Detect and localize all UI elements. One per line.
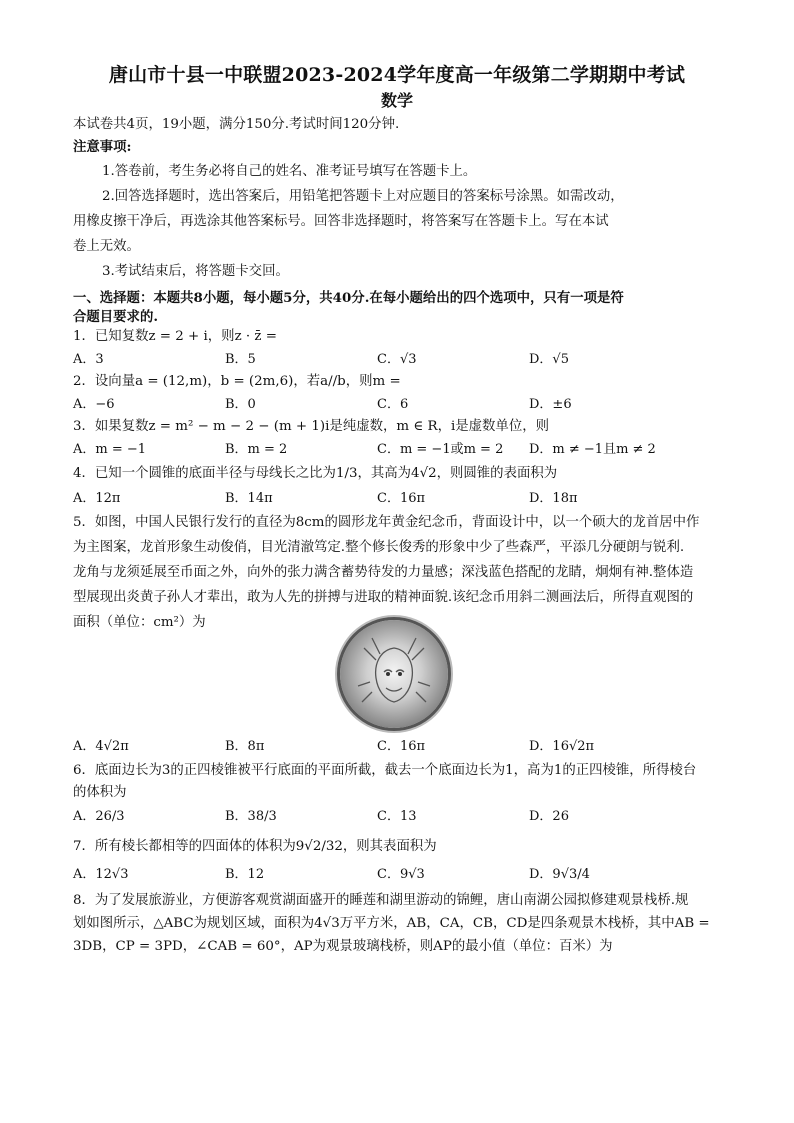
question-7-option-b: B．12 [225, 867, 265, 882]
question-8-stem: 3DB，CP = 3PD，∠CAB = 60°，AP为观景玻璃栈桥，则AP的最小值（单位：百米）为 [73, 939, 613, 954]
question-2-option-c: C．6 [377, 397, 409, 412]
question-1-option-c: C．√3 [377, 352, 417, 367]
question-5-stem: 为主图案，龙首形象生动俊俏，目光清澈笃定.整个修长俊秀的形象中少了些森严，平添几分硬朗与锐利. [73, 540, 685, 555]
question-7-option-a: A．12√3 [73, 867, 129, 882]
notice-item: 用橡皮擦干净后，再选涂其他答案标号。回答非选择题时，将答案写在答题卡上。写在本试 [73, 214, 609, 229]
exam-title: 唐山市十县一中联盟2023-2024学年度高一年级第二学期期中考试 [108, 64, 686, 86]
question-2-option-b: B．0 [225, 397, 256, 412]
question-4-option-a: A．12π [73, 491, 121, 506]
question-5-stem: 型展现出炎黄子孙人才辈出，敢为人先的拼搏与进取的精神面貌.该纪念币用斜二测画法后，所得直观图的 [73, 590, 694, 605]
question-6-stem: 6．底面边长为3的正四棱锥被平行底面的平面所截，截去一个底面边长为1，高为1的正四棱锥，所得棱台 [73, 763, 697, 778]
question-3-option-d: D．m ≠ −1且m ≠ 2 [529, 442, 656, 457]
dragon-head-icon [340, 620, 448, 728]
question-1-option-d: D．√5 [529, 352, 569, 367]
dragon-coin-image [340, 620, 448, 728]
notice-item: 3.考试结束后，将答题卡交回。 [102, 264, 289, 279]
question-1-option-b: B．5 [225, 352, 256, 367]
question-3-option-a: A．m = −1 [73, 442, 147, 457]
question-2-option-a: A．−6 [73, 397, 115, 412]
question-7-option-c: C．9√3 [377, 867, 425, 882]
question-7-option-d: D．9√3/4 [529, 867, 590, 882]
question-5-option-d: D．16√2π [529, 739, 595, 754]
notice-item: 1.答卷前，考生务必将自己的姓名、准考证号填写在答题卡上。 [102, 164, 477, 179]
question-5-option-a: A．4√2π [73, 739, 129, 754]
question-3-stem: 3．如果复数z = m² − m − 2 − (m + 1)i是纯虚数，m ∈ R，i是虚数单位，则 [73, 419, 549, 434]
question-6-option-b: B．38/3 [225, 809, 277, 824]
question-8-stem: 划如图所示，△ABC为规划区域，面积为4√3万平方米，AB，CA，CB，CD是四条观景木栈桥，其中AB = [73, 916, 710, 931]
question-4-option-b: B．14π [225, 491, 273, 506]
notice-item: 2.回答选择题时，选出答案后，用铅笔把答题卡上对应题目的答案标号涂黑。如需改动， [102, 189, 624, 204]
question-5-option-b: B．8π [225, 739, 265, 754]
question-2-stem: 2．设向量a = (12,m)，b = (2m,6)，若a//b，则m = [73, 374, 401, 389]
exam-intro: 本试卷共4页，19小题，满分150分.考试时间120分钟. [73, 117, 400, 132]
notice-heading: 注意事项: [73, 139, 132, 155]
question-5-stem: 龙角与龙须延展至币面之外，向外的张力满含蓄势待发的力量感；深浅蓝色搭配的龙睛，炯炯有神.整体造 [73, 565, 694, 580]
question-5-stem: 5．如图，中国人民银行发行的直径为8cm的圆形龙年黄金纪念币，背面设计中，以一个硕大的龙首居中作 [73, 515, 700, 530]
question-5-stem: 面积（单位：cm²）为 [73, 615, 206, 630]
section-heading: 合题目要求的. [73, 309, 159, 325]
question-2-option-d: D．±6 [529, 397, 572, 412]
question-5-option-c: C．16π [377, 739, 426, 754]
question-7-stem: 7．所有棱长都相等的四面体的体积为9√2/32，则其表面积为 [73, 839, 437, 854]
subject-title: 数学 [380, 91, 413, 110]
notice-item: 卷上无效。 [73, 239, 140, 254]
question-1-option-a: A．3 [73, 352, 104, 367]
question-6-option-c: C．13 [377, 809, 417, 824]
question-4-option-d: D．18π [529, 491, 578, 506]
question-1-stem: 1．已知复数z = 2 + i，则z · z̄ = [73, 329, 277, 344]
section-heading: 一、选择题：本题共8小题，每小题5分，共40分.在每小题给出的四个选项中，只有一项是符 [73, 290, 624, 306]
question-6-option-a: A．26/3 [73, 809, 125, 824]
question-3-option-c: C．m = −1或m = 2 [377, 442, 504, 457]
question-4-stem: 4．已知一个圆锥的底面半径与母线长之比为1/3，其高为4√2，则圆锥的表面积为 [73, 466, 558, 481]
question-6-stem: 的体积为 [73, 785, 127, 800]
question-3-option-b: B．m = 2 [225, 442, 288, 457]
question-6-option-d: D．26 [529, 809, 569, 824]
question-8-stem: 8．为了发展旅游业，方便游客观赏湖面盛开的睡莲和湖里游动的锦鲤，唐山南湖公园拟修建观景栈桥.规 [73, 893, 689, 908]
question-4-option-c: C．16π [377, 491, 426, 506]
